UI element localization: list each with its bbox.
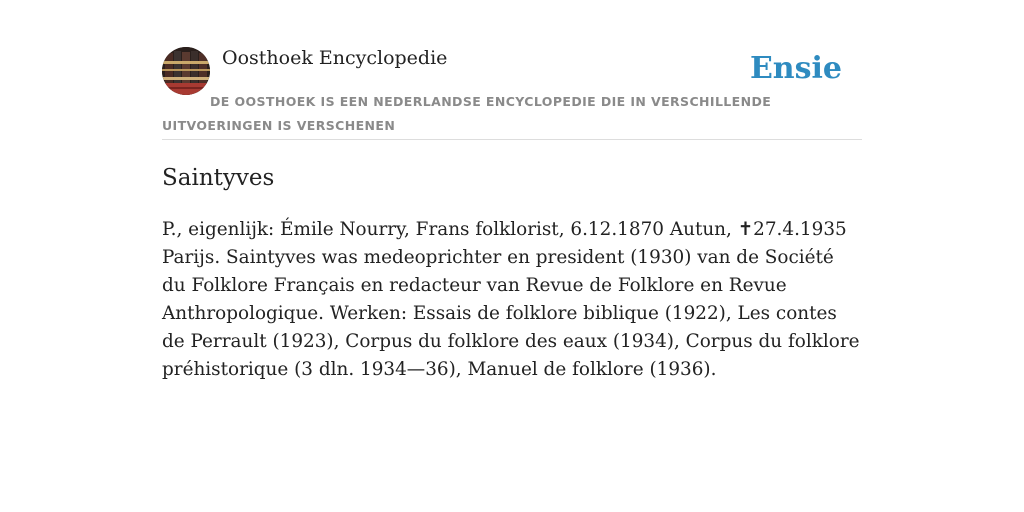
book-spines-icon[interactable] [162,47,210,95]
site-header [162,46,862,140]
site-title[interactable]: Oosthoek Encyclopedie [222,47,448,69]
article-body: P., eigenlijk: Émile Nourry, Frans folklorist, 6.12.1870 Autun, ✝27.4.1935 Parijs. Saintyves was medeoprichter en president (1930) van de Société du Folklore Français en redacteur van Revue de Folklore en Revue Anthropologique. Werken: Essais de folklore biblique (1922), Les contes de Perrault (1923), Corpus du folklore des eaux (1934), Corpus du folklore préhistorique (3 dln. 1934—36), Manuel de folklore (1936). [162,219,860,380]
page-container [162,46,862,380]
site-tagline: DE OOSTHOEK IS EEN NEDERLANDSE ENCYCLOPEDIE DIE IN VERSCHILLENDE UITVOERINGEN IS VERSCHENEN [162,94,772,133]
article-title: Saintyves [162,165,275,191]
brand-logo-text[interactable]: Ensie [749,51,842,86]
